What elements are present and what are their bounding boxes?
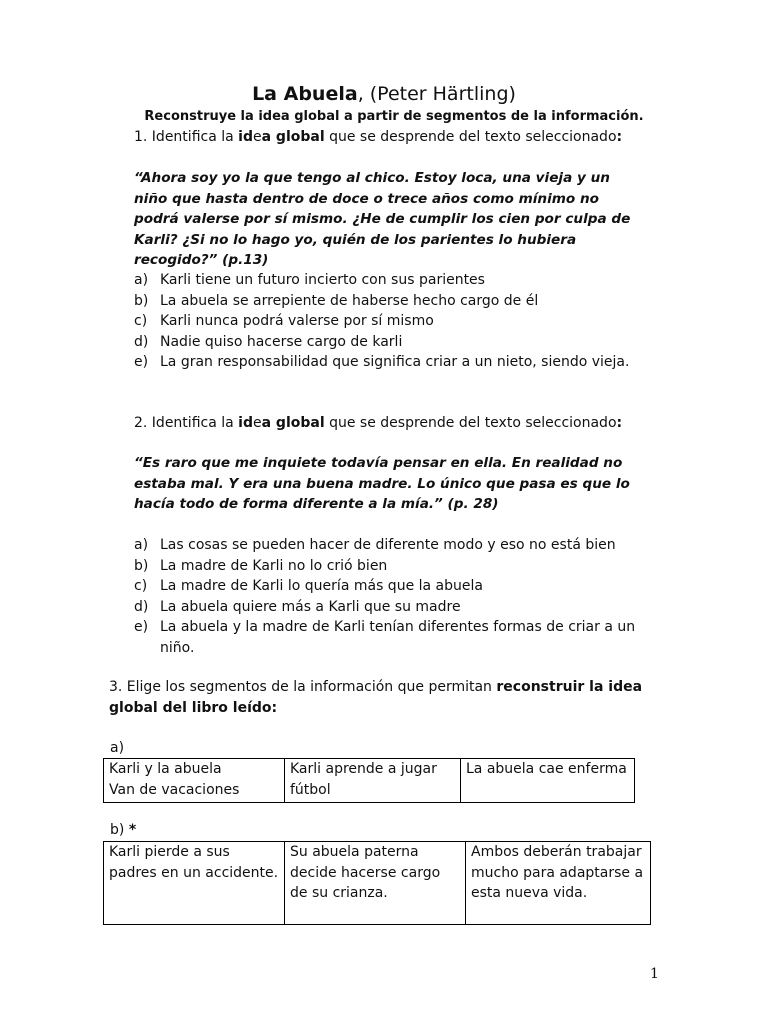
segment-b-cell-2 <box>285 842 466 925</box>
question-3-bold-2: global del libro leído <box>109 700 272 716</box>
option-marker: a) <box>134 537 149 553</box>
segment-table-a <box>103 758 635 803</box>
segment-b-cell-3 <box>466 842 651 925</box>
answer-option <box>134 556 654 577</box>
question-3-bold-1: reconstruir la idea <box>496 679 643 695</box>
option-text: La abuela se arrepiente de haberse hecho cargo de él <box>160 292 539 309</box>
q2-colon: : <box>616 415 623 431</box>
option-marker: c) <box>134 578 148 594</box>
segment-b-text-2: Su abuela paterna decide hacerse cargo de su crianza. <box>290 844 441 901</box>
q1-plain-e: e <box>252 129 262 145</box>
option-marker: a) <box>134 272 149 288</box>
document-title <box>0 82 768 106</box>
question-1-number: 1. Identifica la <box>134 129 239 145</box>
option-b-label <box>110 820 136 840</box>
question-1-quote: “Ahora soy yo la que tengo al chico. Estoy loca, una vieja y un niño que hasta dentro de doce o trece años como mínimo no podrá valerse por sí mismo. ¿He de cumplir los cien por culpa de Karli? ¿Si no lo hago yo, quién de los parientes lo hubiera recogido?” (p.13) <box>134 170 631 268</box>
q1-bold-id: id <box>238 129 253 145</box>
option-text: La madre de Karli lo quería más que la abuela <box>160 578 483 594</box>
option-text: Las cosas se pueden hacer de diferente modo y eso no está bien <box>160 537 616 553</box>
q2-plain-e: e <box>252 415 262 431</box>
q1-bold-global: global <box>271 129 325 145</box>
answer-option <box>134 597 654 618</box>
option-a-label: a) <box>110 740 125 756</box>
q2-prompt-rest: que se desprende del texto seleccionado <box>324 415 617 431</box>
q1-prompt-rest: que se desprende del texto seleccionado <box>324 129 617 145</box>
segment-a-cell-1 <box>104 759 285 803</box>
segment-a-cell-3 <box>461 759 635 803</box>
option-b-star: * <box>128 822 137 838</box>
question-2-prompt <box>134 413 622 433</box>
question-1-options <box>134 270 654 373</box>
segment-b-text-3: Ambos deberán trabajar mucho para adaptarse a esta nueva vida. <box>471 844 644 901</box>
option-text: La abuela quiere más a Karli que su madre <box>160 598 461 615</box>
option-text: Nadie quiso hacerse cargo de karli <box>160 333 403 350</box>
answer-option <box>134 332 654 353</box>
question-1-prompt <box>134 127 622 147</box>
answer-option <box>134 617 654 658</box>
segment-b-cell-1 <box>104 842 285 925</box>
q1-colon: : <box>616 129 623 145</box>
option-marker: e) <box>134 619 149 635</box>
option-marker: d) <box>134 333 149 350</box>
segment-a-text-2: Karli aprende a jugar fútbol <box>290 761 437 798</box>
book-author: (Peter Härtling) <box>363 83 516 105</box>
segment-a-text-3: La abuela cae enferma <box>466 761 627 777</box>
page-number: 1 <box>650 966 659 982</box>
option-text: Karli nunca podrá valerse por sí mismo <box>160 313 434 329</box>
option-marker: b) <box>134 292 149 309</box>
q1-bold-a: a <box>261 129 272 145</box>
segment-a-cell-2 <box>285 759 461 803</box>
title-separator: , <box>357 83 364 105</box>
answer-option <box>134 270 654 291</box>
segment-a-text-1: Karli y la abuela Van de vacaciones <box>109 761 240 798</box>
option-marker: c) <box>134 313 148 329</box>
option-text: La gran responsabilidad que significa criar a un nieto, siendo vieja. <box>160 354 630 370</box>
answer-option <box>134 311 654 332</box>
book-title: La Abuela <box>252 83 358 105</box>
answer-option <box>134 576 654 597</box>
segment-table-b <box>103 841 651 925</box>
answer-option <box>134 535 654 556</box>
question-2-quote: “Es raro que me inquiete todavía pensar en ella. En realidad no estaba mal. Y era una buena madre. Lo único que pasa es que lo hacía todo de forma diferente a la mía.” (p. 28) <box>134 455 630 512</box>
question-3-prefix: 3. Elige los segmentos de la información que permitan <box>109 679 497 695</box>
answer-option <box>134 291 654 312</box>
option-marker: b) <box>134 557 149 574</box>
question-2-number: 2. Identifica la <box>134 415 239 431</box>
option-b-letter: b) <box>110 822 125 838</box>
q2-bold-a: a <box>261 415 272 431</box>
instruction-subtitle: Reconstruye la idea global a partir de segmentos de la información. <box>144 109 644 124</box>
option-marker: e) <box>134 354 149 370</box>
option-text: Karli tiene un futuro incierto con sus parientes <box>160 272 485 288</box>
segment-b-text-1: Karli pierde a sus padres en un accidente. <box>109 844 279 881</box>
q2-bold-global: global <box>271 415 325 431</box>
question-3-colon: : <box>271 700 278 716</box>
q2-bold-id: id <box>238 415 253 431</box>
option-text: La abuela y la madre de Karli tenían diferentes formas de criar a un niño. <box>160 619 636 656</box>
answer-option <box>134 352 654 373</box>
option-marker: d) <box>134 598 149 615</box>
question-3-prompt <box>109 677 642 719</box>
option-text: La madre de Karli no lo crió bien <box>160 557 388 574</box>
question-2-options <box>134 535 654 658</box>
